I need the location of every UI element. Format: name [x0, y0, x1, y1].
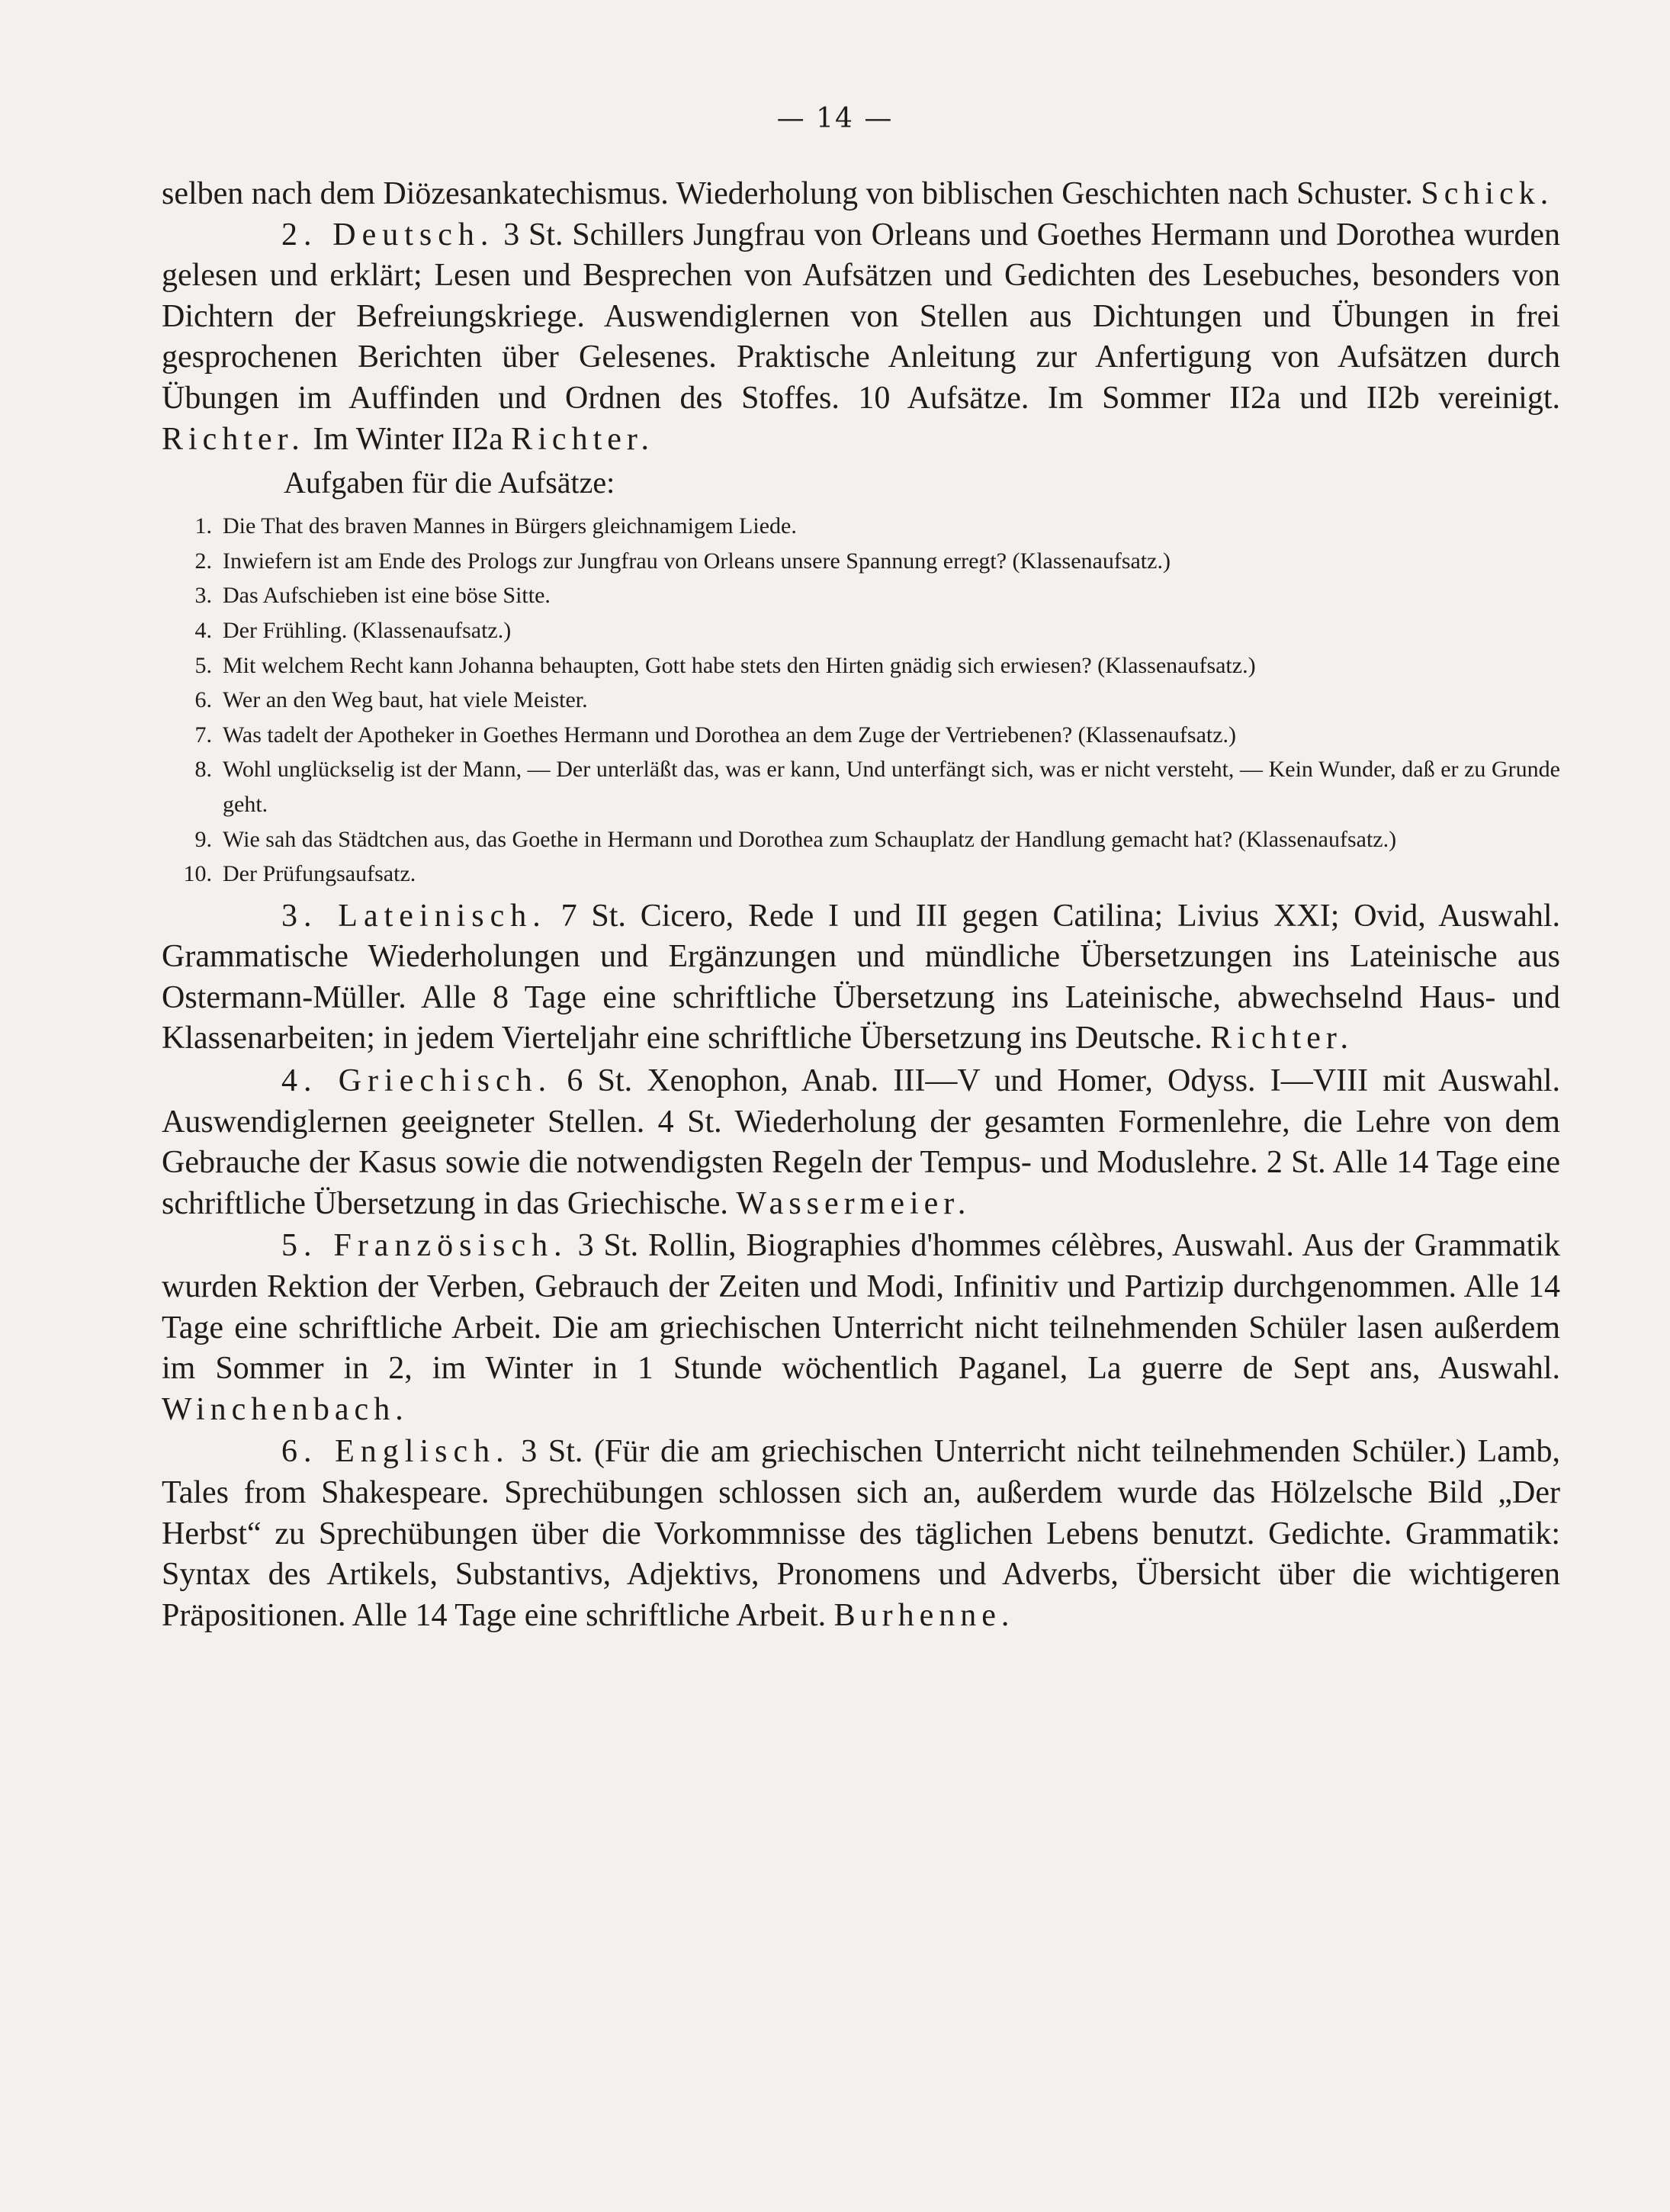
list-item: 9. Wie sah das Städtchen aus, das Goethe in Hermann und Dorothea zum Schauplatz der Handlung gemacht hat? (Klassenaufsatz.) — [194, 826, 1397, 852]
body-text — [162, 174, 1560, 1636]
subject-text: 3 St. (Für die am griechischen Unterricht nicht teilnehmenden Schüler.) Lamb, Tales from Shakespeare. Sprechübungen schlossen sich an, außerdem wurde das Hölzelsche Bild „Der Herbst“ zu Sprechübungen über die Vorkommnisse des täglichen Lebens benutzt. Gedichte. Grammatik: Syntax des Artikels, Substantivs, Adjektivs, Pronomens und Adverbs, Übersicht über die wichtigeren Präpositionen. Alle 14 Tage eine schriftliche Arbeit. — [162, 1434, 1561, 1633]
list-item: 5. Mit welchem Recht kann Johanna behaupten, Gott habe stets den Hirten gnädig sich erwiesen? (Klassenaufsatz.) — [194, 652, 1256, 678]
subject-text: 3 St. Schillers Jungfrau von Orleans und Goethes Hermann und Dorothea wurden gelesen und erklärt; Lesen und Besprechen von Aufsätzen und Gedichten des Lesebuches, besonders von Dichtern der Befreiungskriege. Auswendiglernen von Stellen aus Dichtungen und Übungen in frei gesprochenen Berichten über Gelesenes. Praktische Anleitung zur Anfertigung von Aufsätzen durch Übungen im Auffinden und Ordnen des Stoffes. 10 Aufsätze. Im Sommer II2a und II2b vereinigt. — [162, 217, 1560, 416]
list-item: 3. Das Aufschieben ist eine böse Sitte. — [194, 583, 551, 609]
paragraph-religion-continued — [162, 174, 1560, 215]
teacher-name: Richter. — [162, 421, 305, 457]
essay-topics-heading: Aufgaben für die Aufsätze: — [284, 465, 615, 500]
list-item: 1. Die That des braven Mannes in Bürgers gleichnamigem Liede. — [194, 513, 797, 539]
subject-text: 6 St. Xenophon, Anab. III—V und Homer, Odyss. I—VIII mit Auswahl. Auswendiglernen geeigneter Stellen. 4 St. Wiederholung der gesamten Formenlehre, die Lehre von dem Gebrauche der Kasus sowie die notwendigsten Regeln der Tempus- und Moduslehre. 2 St. Alle 14 Tage eine schriftliche Übersetzung in das Griechische. — [162, 1063, 1560, 1221]
paragraph-englisch — [162, 1432, 1560, 1636]
teacher-name: Winchenbach. — [162, 1391, 409, 1427]
list-item: 4. Der Frühling. (Klassenaufsatz.) — [194, 617, 512, 643]
teacher-name: Richter. — [511, 421, 655, 457]
subject-label: 5. Französisch. — [281, 1228, 568, 1264]
paragraph-deutsch — [162, 215, 1560, 461]
paragraph-griechisch — [162, 1061, 1560, 1224]
religion-text: selben nach dem Diözesankatechismus. Wiederholung von biblischen Geschichten nach Schuster. — [162, 176, 1413, 211]
list-item: 7. Was tadelt der Apotheker in Goethes Hermann und Dorothea an dem Zuge der Vertriebenen? (Klassenaufsatz.) — [194, 722, 1237, 748]
paragraph-franzoesisch — [162, 1226, 1560, 1430]
teacher-name: Wassermeier. — [736, 1185, 971, 1221]
subject-text: 3 St. Rollin, Biographies d'hommes célèbres, Auswahl. Aus der Grammatik wurden Rektion der Verben, Gebrauch der Zeiten und Modi, Infinitiv und Partizip durchgenommen. Alle 14 Tage eine schriftliche Arbeit. Die am griechischen Unterricht nicht teilnehmenden Schüler lasen außerdem im Sommer in 2, im Winter in 1 Stunde wöchentlich Paganel, La guerre de Sept ans, Auswahl. — [162, 1228, 1561, 1387]
list-item: 8. Wohl unglückselig ist der Mann, — Der unterläßt das, was er kann, Und unterfängt sich, was er nicht versteht, — Kein Wunder, daß er zu Grunde geht. — [194, 757, 1560, 817]
teacher-name: Schick. — [1421, 176, 1554, 211]
list-item: 10. Der Prüfungsaufsatz. — [183, 861, 416, 887]
teacher-name: Richter. — [1210, 1021, 1354, 1056]
subject-label: 6. Englisch. — [281, 1434, 510, 1470]
list-item: 6. Wer an den Weg baut, hat viele Meister. — [194, 687, 588, 713]
essay-topics-list — [162, 509, 1560, 892]
subject-text: 7 St. Cicero, Rede I und III gegen Catilina; Livius XXI; Ovid, Auswahl. Grammatische Wiederholungen und Ergänzungen und mündliche Übersetzungen ins Lateinische aus Ostermann-Müller. Alle 8 Tage eine schriftliche Übersetzung ins Lateinische, abwechselnd Haus- und Klassenarbeiten; in jedem Vierteljahr eine schriftliche Übersetzung ins Deutsche. — [162, 898, 1561, 1056]
subject-label: 2. Deutsch. — [281, 217, 495, 252]
subject-text-continued: Im Winter II2a — [313, 421, 503, 457]
list-item: 2. Inwiefern ist am Ende des Prologs zur Jungfrau von Orleans unsere Spannung erregt? (Klassenaufsatz.) — [194, 548, 1171, 574]
teacher-name: Burhenne. — [833, 1597, 1015, 1633]
paragraph-latein — [162, 896, 1560, 1059]
subject-label: 4. Griechisch. — [281, 1063, 553, 1099]
page-number: — 14 — — [776, 103, 894, 134]
subject-label: 3. Lateinisch. — [281, 898, 547, 934]
